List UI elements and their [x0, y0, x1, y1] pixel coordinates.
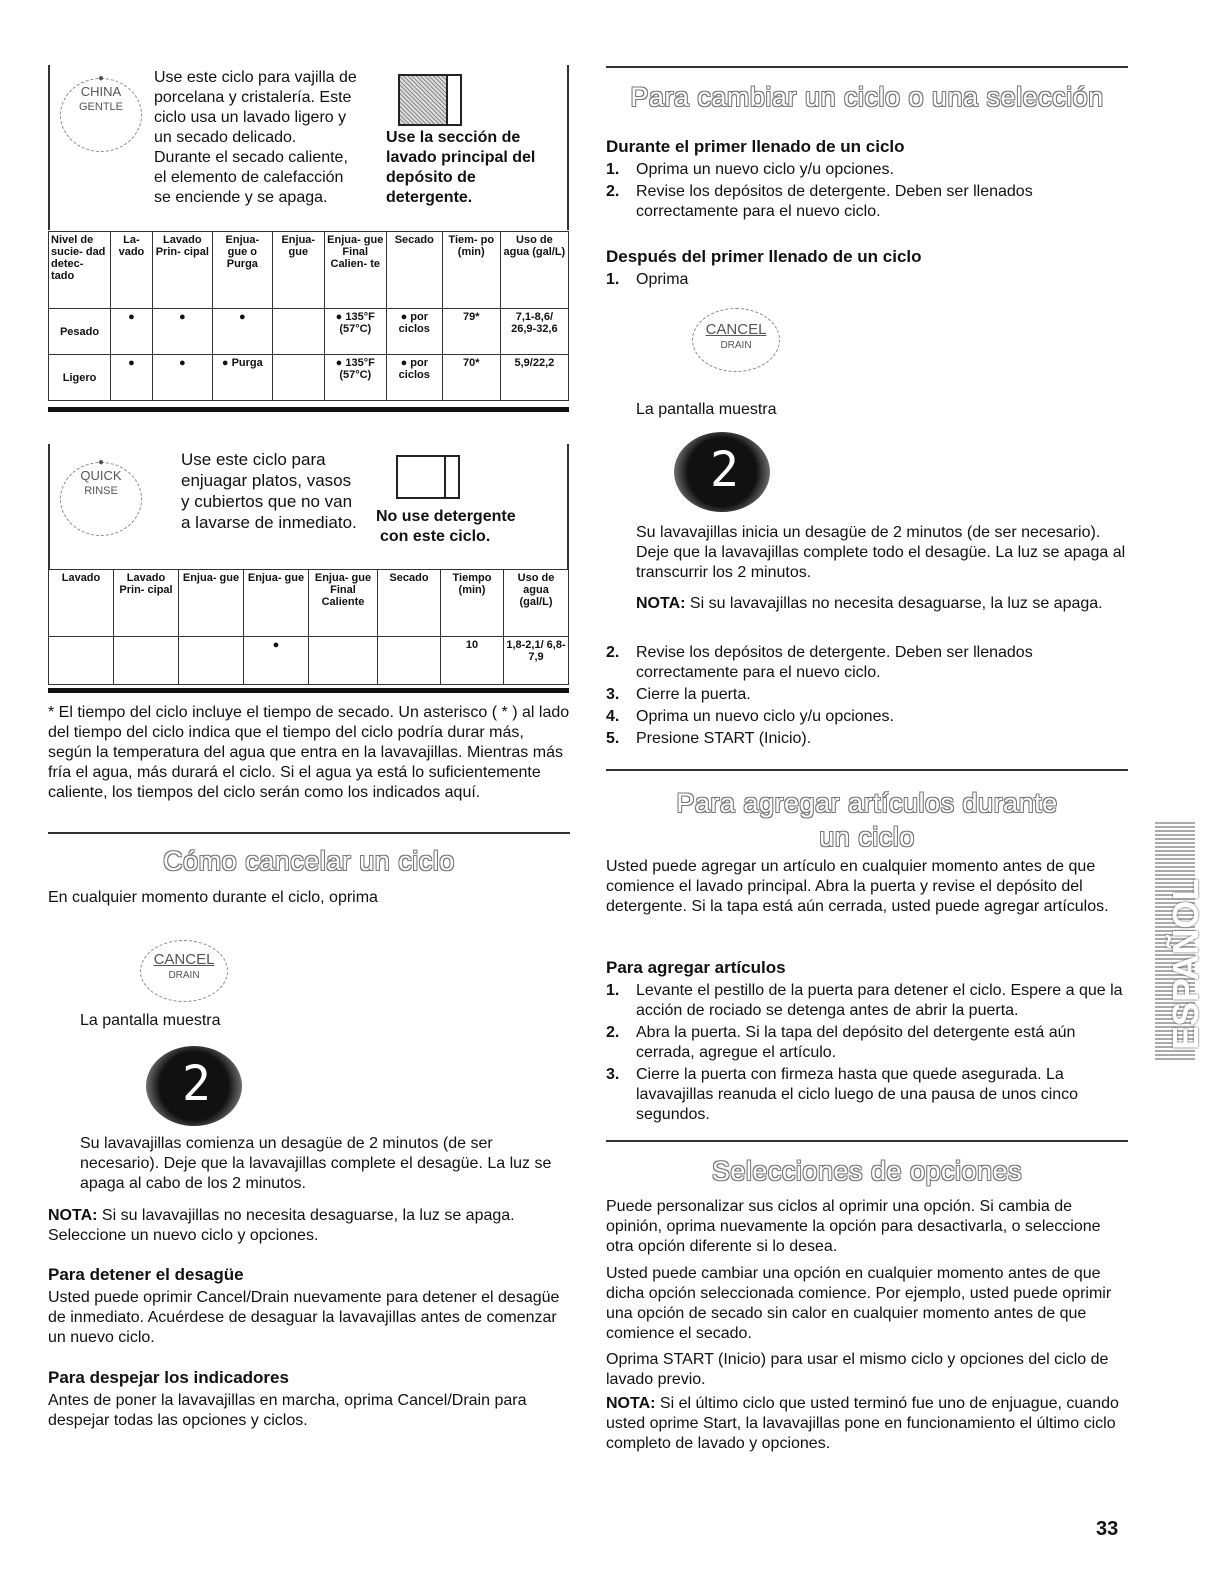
list-item: 4. Oprima un nuevo ciclo y/u opciones.	[606, 708, 894, 725]
detergent-cup-open-icon	[446, 74, 462, 126]
display-2-icon	[674, 432, 770, 512]
col-header: Lavado	[49, 570, 114, 637]
nota-text: Si su lavavajillas no necesita desaguarse, la luz se apaga.	[685, 595, 1103, 612]
table-cell: 10	[441, 637, 504, 685]
table-cell: ● por ciclos	[386, 309, 442, 355]
after-fill-step1	[606, 270, 1126, 292]
display-digit: 2	[182, 1056, 211, 1112]
list-item: 5. Presione START (Inicio).	[606, 730, 812, 747]
nota-text: Si su lavavajillas no necesita desaguarse, la luz se apaga. Seleccione un nuevo ciclo y opciones.	[48, 1207, 515, 1244]
after-fill-list	[606, 643, 1126, 751]
quick-rinse-icon: ● QUICK RINSE	[60, 462, 142, 536]
table-cell: ●	[152, 309, 212, 355]
table-cell: ●	[111, 355, 153, 401]
col-header: La- vado	[111, 232, 153, 309]
add-intro: Usted puede agregar un artículo en cualquier momento antes de que comience el lavado principal. Abra la puerta y revise el depósito del detergente. Si la tapa está aún cerrada, usted puede agregar artículos.	[606, 858, 1109, 915]
after-fill-heading: Después del primer llenado de un ciclo	[606, 247, 922, 266]
table-row	[49, 355, 569, 401]
col-header: Lavado Prin- cipal	[152, 232, 212, 309]
col-header: Uso de agua (gal/L)	[500, 232, 568, 309]
first-fill-heading: Durante el primer llenado de un ciclo	[606, 137, 905, 156]
nota-text: Si el último ciclo que usted terminó fue uno de enjuague, cuando usted oprime Start, la lavavajillas pone en funcionamiento el último ciclo completo de lavado y opciones.	[606, 1395, 1119, 1452]
table-cell: 5,9/22,2	[500, 355, 568, 401]
add-title-line: Para agregar artículos durante	[676, 788, 1058, 818]
table-cell	[309, 637, 378, 685]
display-2-icon	[146, 1046, 242, 1126]
table-cell: ●	[244, 637, 309, 685]
table-header-row	[49, 232, 569, 309]
list-item-text: Revise los depósitos de detergente. Deben ser llenados correctamente para el nuevo ciclo.	[636, 644, 1033, 681]
list-item: 2. Revise los depósitos de detergente. Deben ser llenados correctamente para el nuevo ciclo.	[606, 644, 1033, 681]
col-header: Uso de agua (gal/L)	[504, 570, 569, 637]
change-section-title: Para cambiar un ciclo o una selección	[630, 82, 1104, 112]
list-item-text: Presione START (Inicio).	[636, 730, 812, 747]
clear-indicators-text: Antes de poner la lavavajillas en marcha, oprima Cancel/Drain para despejar todas las opciones y ciclos.	[48, 1392, 527, 1429]
options-para1: Puede personalizar sus ciclos al oprimir una opción. Si cambia de opinión, oprima nuevamente la opción para desactivarla, o seleccione otra opción diferente si lo desea.	[606, 1198, 1101, 1255]
list-item-text: Cierre la puerta.	[636, 686, 751, 703]
china-desc-line: un secado delicado.	[154, 129, 297, 146]
list-item-text: Oprima un nuevo ciclo y/u opciones.	[636, 708, 894, 725]
list-item-text: Cierre la puerta con firmeza hasta que quede asegurada. La lavavajillas reanuda el ciclo luego de una pausa de unos cinco segundos.	[636, 1066, 1079, 1123]
nota-label: NOTA:	[48, 1207, 98, 1224]
list-item-text: Abra la puerta. Si la tapa del depósito del detergente está aún cerrada, agregue el artículo.	[636, 1024, 1076, 1061]
table-cell	[272, 355, 324, 401]
detergent-cup-empty-icon	[396, 455, 446, 499]
change-nota	[636, 594, 1126, 614]
table-cell: 79*	[442, 309, 500, 355]
col-header: Enjua- gue Final Caliente	[309, 570, 378, 637]
china-note-line: lavado principal del	[386, 149, 536, 166]
cancel-drain-button-icon	[692, 308, 780, 372]
list-item: 2. Revise los depósitos de detergente. Deben ser llenados correctamente para el nuevo ciclo.	[606, 183, 1033, 220]
table-cell: ●	[152, 355, 212, 401]
list-item-text: Oprima un nuevo ciclo y/u opciones.	[636, 161, 894, 178]
table-cell: ● por ciclos	[386, 355, 442, 401]
list-item: 3. Cierre la puerta.	[606, 686, 751, 703]
table-cell	[179, 637, 244, 685]
cancel-section-title: Cómo cancelar un ciclo	[163, 846, 455, 876]
change-para: Su lavavajillas inicia un desagüe de 2 minutos (de ser necesario). Deje que la lavavajillas complete todo el desagüe. La luz se apaga al transcurrir los 2 minutos.	[636, 524, 1126, 581]
table-cell	[49, 637, 114, 685]
china-note-line: depósito de	[386, 169, 476, 186]
list-item-text: Oprima	[636, 271, 689, 288]
col-header: Secado	[378, 570, 441, 637]
detergent-cup-full-icon	[398, 74, 448, 126]
col-header: Tiempo (min)	[441, 570, 504, 637]
col-header: Nivel de sucie- dad detec- tado	[49, 232, 111, 309]
display-digit: 2	[710, 442, 739, 498]
china-note-line: detergente.	[386, 189, 473, 206]
china-desc-line: porcelana y cristalería. Este	[154, 89, 352, 106]
footnote: * El tiempo del ciclo incluye el tiempo de secado. Un asterisco ( * ) al lado del tiempo del ciclo indica que el tiempo del ciclo podría durar más, según la temperatura del agua que entra en la lavavajillas. Mientras más fría el agua, más durará el ciclo. Si el agua ya está lo suficientemente caliente, los tiempos del ciclo serán como los indicados aquí.	[48, 704, 570, 801]
change-display-label: La pantalla muestra	[636, 401, 777, 418]
list-item: 1. Oprima un nuevo ciclo y/u opciones.	[606, 161, 894, 178]
table-row	[49, 637, 569, 685]
cancel-nota	[48, 1206, 570, 1246]
quick-detergent-note	[376, 507, 566, 547]
china-right-border	[567, 65, 569, 230]
col-header: Enjua- gue	[272, 232, 324, 309]
col-header: Secado	[386, 232, 442, 309]
table-cell: Ligero	[49, 355, 111, 401]
china-table-bottom-rule	[48, 407, 569, 412]
china-desc-line: el elemento de calefacción	[154, 169, 344, 186]
table-cell: ●	[212, 309, 272, 355]
list-item: 1. Oprima	[606, 271, 689, 288]
china-description	[154, 68, 394, 208]
cancel-btn-line1: CANCEL	[705, 321, 767, 338]
cancel-display-label: La pantalla muestra	[80, 1012, 221, 1029]
quick-cycle-table	[48, 569, 569, 685]
options-nota	[606, 1394, 1128, 1454]
table-header-row	[49, 570, 569, 637]
section-divider	[606, 769, 1128, 771]
page-number: 33	[1096, 1518, 1119, 1540]
list-item: 1. Levante el pestillo de la puerta para detener el ciclo. Espere a que la acción de rociado se detenga antes de abrir la puerta.	[606, 982, 1123, 1019]
china-desc-line: Durante el secado caliente,	[154, 149, 348, 166]
china-left-border	[48, 65, 50, 230]
list-item-text: Levante el pestillo de la puerta para detener el ciclo. Espere a que la acción de rociado se detenga antes de abrir la puerta.	[636, 982, 1123, 1019]
cancel-btn-line1: CANCEL	[153, 951, 215, 968]
china-desc-line: ciclo usa un lavado ligero y	[154, 109, 347, 126]
cancel-para: Su lavavajillas comienza un desagüe de 2 minutos (de ser necesario). Deje que la lavavajillas complete el desagüe. La luz se apaga al cabo de los 2 minutos.	[80, 1135, 552, 1192]
nota-label: NOTA:	[606, 1395, 656, 1412]
table-cell: 7,1-8,6/ 26,9-32,6	[500, 309, 568, 355]
side-tab-label: ESPAÑOL	[1165, 878, 1206, 1050]
quick-icon-line2: RINSE	[84, 485, 118, 497]
quick-desc-line: a lavarse de inmediato.	[181, 513, 357, 532]
quick-left-border	[48, 444, 50, 569]
list-item: 2. Abra la puerta. Si la tapa del depósito del detergente está aún cerrada, agregue el artículo.	[606, 1024, 1076, 1061]
col-header: Tiem- po (min)	[442, 232, 500, 309]
quick-icon-line1: QUICK	[80, 468, 122, 483]
section-divider	[48, 832, 570, 834]
table-cell: ●	[111, 309, 153, 355]
cancel-btn-line2: DRAIN	[168, 970, 200, 981]
list-item-text: Revise los depósitos de detergente. Deben ser llenados correctamente para el nuevo ciclo.	[636, 183, 1033, 220]
china-desc-line: Use este ciclo para vajilla de	[154, 69, 357, 86]
table-cell	[272, 309, 324, 355]
nota-label: NOTA:	[636, 595, 686, 612]
add-items-list	[606, 981, 1126, 1127]
china-gentle-icon: ● CHINA GENTLE	[60, 78, 142, 152]
clear-indicators-heading: Para despejar los indicadores	[48, 1368, 289, 1387]
quick-desc-line: Use este ciclo para	[181, 450, 326, 469]
china-icon-line2: GENTLE	[78, 101, 123, 113]
first-fill-list	[606, 160, 1126, 224]
table-cell: 1,8-2,1/ 6,8-7,9	[504, 637, 569, 685]
section-divider	[606, 66, 1128, 68]
options-section-title: Selecciones de opciones	[711, 1156, 1023, 1186]
table-cell: ● 135°F (57°C)	[324, 309, 386, 355]
options-para2: Usted puede cambiar una opción en cualquier momento antes de que dicha opción seleccionada comience. Por ejemplo, usted puede oprimir una opción de secado sin calor en cualquier momento antes de que comience el secado.	[606, 1265, 1112, 1342]
china-desc-line: se enciende y se apaga.	[154, 189, 328, 206]
quick-table-bottom-rule	[48, 688, 569, 693]
detergent-cup-open-icon	[444, 455, 460, 499]
language-side-tab	[1155, 820, 1206, 1060]
list-item: 3. Cierre la puerta con firmeza hasta que quede asegurada. La lavavajillas reanuda el ciclo luego de una pausa de unos cinco segundos.	[606, 1066, 1079, 1123]
cancel-drain-button-icon	[140, 940, 228, 1002]
quick-note-line: con este ciclo.	[380, 528, 491, 545]
add-items-heading: Para agregar artículos	[606, 958, 786, 977]
col-header: Enjua- gue	[179, 570, 244, 637]
china-detergent-note	[386, 128, 566, 208]
cancel-btn-line2: DRAIN	[720, 340, 752, 351]
options-para3: Oprima START (Inicio) para usar el mismo ciclo y opciones del ciclo de lavado previo.	[606, 1351, 1109, 1388]
quick-note-line: No use detergente	[376, 508, 516, 525]
cancel-intro: En cualquier momento durante el ciclo, oprima	[48, 889, 378, 906]
china-note-line: Use la sección de	[386, 129, 521, 146]
col-header: Lavado Prin- cipal	[114, 570, 179, 637]
china-cycle-table	[48, 231, 569, 401]
col-header: Enjua- gue	[244, 570, 309, 637]
table-row	[49, 309, 569, 355]
table-cell: Pesado	[49, 309, 111, 355]
add-section-title	[606, 786, 1128, 854]
quick-desc-line: y cubiertos que no van	[181, 492, 353, 511]
table-cell	[114, 637, 179, 685]
stop-drain-text: Usted puede oprimir Cancel/Drain nuevamente para detener el desagüe de inmediato. Acuérdese de desaguar la lavavajillas antes de comenzar un nuevo ciclo.	[48, 1289, 560, 1346]
quick-description	[181, 449, 381, 533]
col-header: Enjua- gue o Purga	[212, 232, 272, 309]
china-icon-line1: CHINA	[80, 84, 122, 99]
section-divider	[606, 1140, 1128, 1142]
stop-drain-heading: Para detener el desagüe	[48, 1265, 244, 1284]
table-cell: ● Purga	[212, 355, 272, 401]
table-cell	[378, 637, 441, 685]
table-cell: ● 135°F (57°C)	[324, 355, 386, 401]
add-title-line: un ciclo	[819, 822, 915, 852]
table-cell: 70*	[442, 355, 500, 401]
quick-right-border	[567, 444, 569, 569]
quick-desc-line: enjuagar platos, vasos	[181, 471, 352, 490]
col-header: Enjua- gue Final Calien- te	[324, 232, 386, 309]
